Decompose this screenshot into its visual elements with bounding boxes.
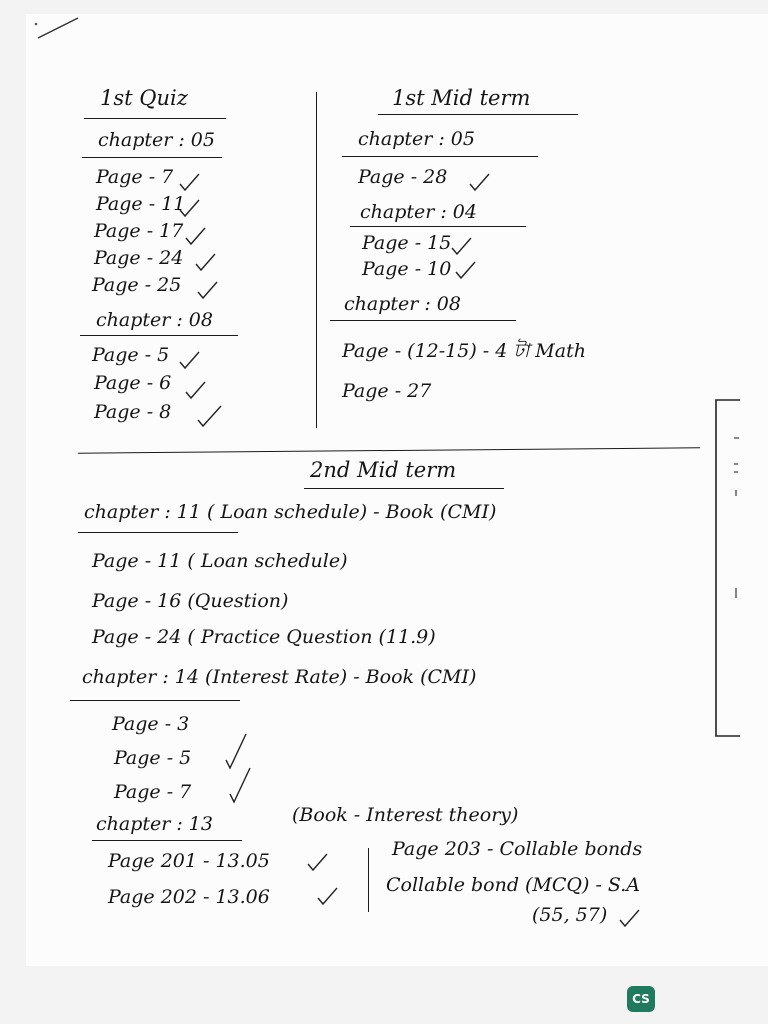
mid1-chapter-08-underline bbox=[330, 320, 516, 321]
mid1-chapter-05: chapter : 05 bbox=[358, 128, 475, 150]
mid1-title: 1st Mid term bbox=[392, 86, 531, 110]
edge-bracket-mark bbox=[714, 398, 740, 738]
mid2-page-item: (55, 57) bbox=[532, 904, 608, 926]
mid2-page-item: Page - 7 bbox=[114, 781, 192, 803]
quiz1-page-item: Page - 24 bbox=[94, 247, 184, 269]
mid2-chapter-14-underline bbox=[70, 700, 240, 701]
quiz1-chapter-08: chapter : 08 bbox=[96, 309, 213, 331]
quiz1-chapter-05-underline bbox=[82, 157, 222, 158]
mid1-chapter-05-underline bbox=[342, 156, 538, 157]
chapter-13-divider bbox=[368, 848, 369, 912]
quiz1-title: 1st Quiz bbox=[100, 86, 188, 110]
mid1-page-item: Page - 15 bbox=[362, 232, 452, 254]
mid1-page-item: Page - 28 bbox=[358, 166, 448, 188]
mid2-title-underline bbox=[304, 488, 504, 489]
mid1-page-item: Page - (12-15) - 4 টা Math bbox=[342, 340, 586, 362]
mid2-chapter-13: chapter : 13 bbox=[96, 813, 213, 835]
mid2-chapter-13-note: (Book - Interest theory) bbox=[292, 804, 519, 826]
quiz1-chapter-05: chapter : 05 bbox=[98, 129, 215, 151]
quiz1-page-item: Page - 17 bbox=[94, 220, 184, 242]
mid2-page-item: Page 203 - Collable bonds bbox=[392, 838, 643, 860]
mid1-chapter-04: chapter : 04 bbox=[360, 201, 477, 223]
mid1-page-item: Page - 10 bbox=[362, 258, 452, 280]
quiz1-page-item: Page - 25 bbox=[92, 274, 182, 296]
mid2-page-item: Page 201 - 13.05 bbox=[108, 850, 270, 872]
quiz1-page-item: Page - 6 bbox=[94, 372, 172, 394]
mid1-chapter-08: chapter : 08 bbox=[344, 293, 461, 315]
mid2-page-item: Page - 5 bbox=[114, 747, 192, 769]
mid1-chapter-04-underline bbox=[350, 226, 526, 227]
quiz1-page-item: Page - 8 bbox=[94, 401, 172, 423]
quiz1-page-item: Page - 7 bbox=[96, 166, 174, 188]
mid2-page-item: Page - 24 ( Practice Question (11.9) bbox=[92, 626, 436, 648]
quiz1-page-item: Page - 5 bbox=[92, 344, 170, 366]
quiz1-page-item: Page - 11 bbox=[96, 193, 186, 215]
mid2-chapter-14: chapter : 14 (Interest Rate) - Book (CMI) bbox=[82, 666, 477, 688]
mid2-page-item: Page - 3 bbox=[112, 713, 190, 735]
quiz1-title-underline bbox=[84, 118, 226, 119]
mid1-title-underline bbox=[378, 114, 578, 115]
mid2-page-item: Page - 11 ( Loan schedule) bbox=[92, 550, 348, 572]
pen-mark bbox=[30, 4, 90, 44]
mid2-chapter-13-underline bbox=[92, 840, 242, 841]
mid2-chapter-11: chapter : 11 ( Loan schedule) - Book (CMI) bbox=[84, 501, 497, 523]
camscanner-logo-icon: CS bbox=[627, 986, 655, 1012]
mid2-page-item: Page - 16 (Question) bbox=[92, 590, 289, 612]
mid2-page-item: Collable bond (MCQ) - S.A bbox=[386, 874, 641, 896]
mid2-title: 2nd Mid term bbox=[310, 458, 457, 482]
mid2-page-item: Page 202 - 13.06 bbox=[108, 886, 270, 908]
mid2-chapter-11-underline bbox=[78, 532, 238, 533]
mid1-page-item: Page - 27 bbox=[342, 380, 432, 402]
quiz1-chapter-08-underline bbox=[80, 335, 238, 336]
column-divider bbox=[316, 92, 317, 428]
